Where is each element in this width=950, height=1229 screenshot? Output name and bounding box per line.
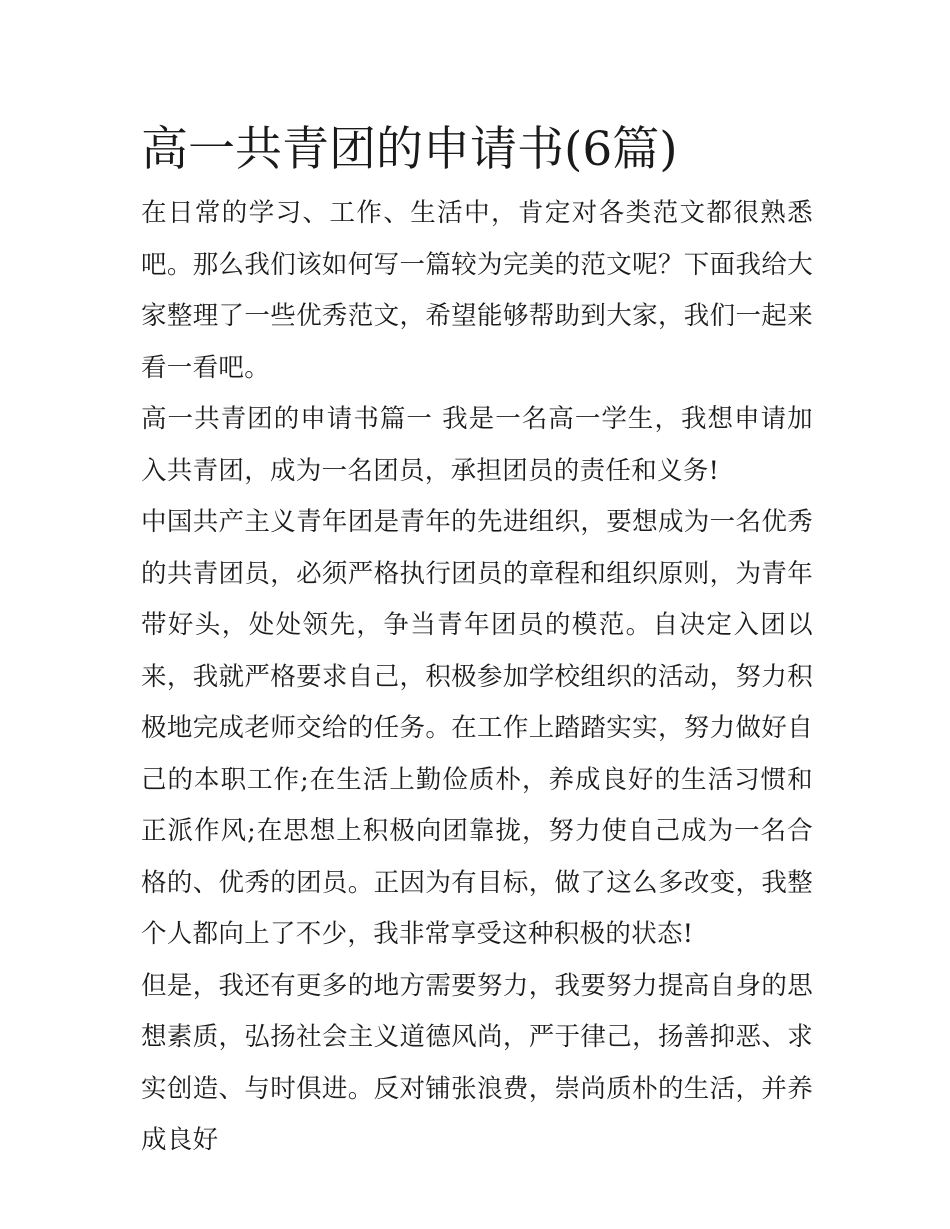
document-title: 高一共青团的申请书(6篇) bbox=[141, 122, 678, 177]
document-body bbox=[141, 118, 813, 1167]
body-paragraph: 中国共产主义青年团是青年的先进组织，要想成为一名优秀的共青团员，必须严格执行团员的章程和组织原则，为青年带好头，处处领先，争当青年团员的模范。自决定入团以来，我就严格要求自己，积极参加学校组织的活动，努力积极地完成老师交给的任务。在工作上踏踏实实，努力做好自己的本职工作;在生活上勤俭质朴，养成良好的生活习惯和正派作风;在思想上积极向团靠拢，努力使自己成为一名合格的、优秀的团员。正因为有目标，做了这么多改变，我整个人都向上了不少，我非常享受这种积极的状态! bbox=[141, 507, 813, 949]
section-one-opening-paragraph: 高一共青团的申请书篇一 我是一名高一学生，我想申请加入共青团，成为一名团员，承担团员的责任和义务! bbox=[141, 404, 813, 486]
intro-paragraph: 在日常的学习、工作、生活中，肯定对各类范文都很熟悉吧。那么我们该如何写一篇较为完美的范文呢？下面我给大家整理了一些优秀范文，希望能够帮助到大家，我们一起来看一看吧。 bbox=[141, 198, 813, 383]
closing-paragraph: 但是，我还有更多的地方需要努力，我要努力提高自身的思想素质，弘扬社会主义道德风尚，严于律己，扬善抑恶、求实创造、与时俱进。反对铺张浪费，崇尚质朴的生活，并养成良好 bbox=[141, 970, 813, 1155]
